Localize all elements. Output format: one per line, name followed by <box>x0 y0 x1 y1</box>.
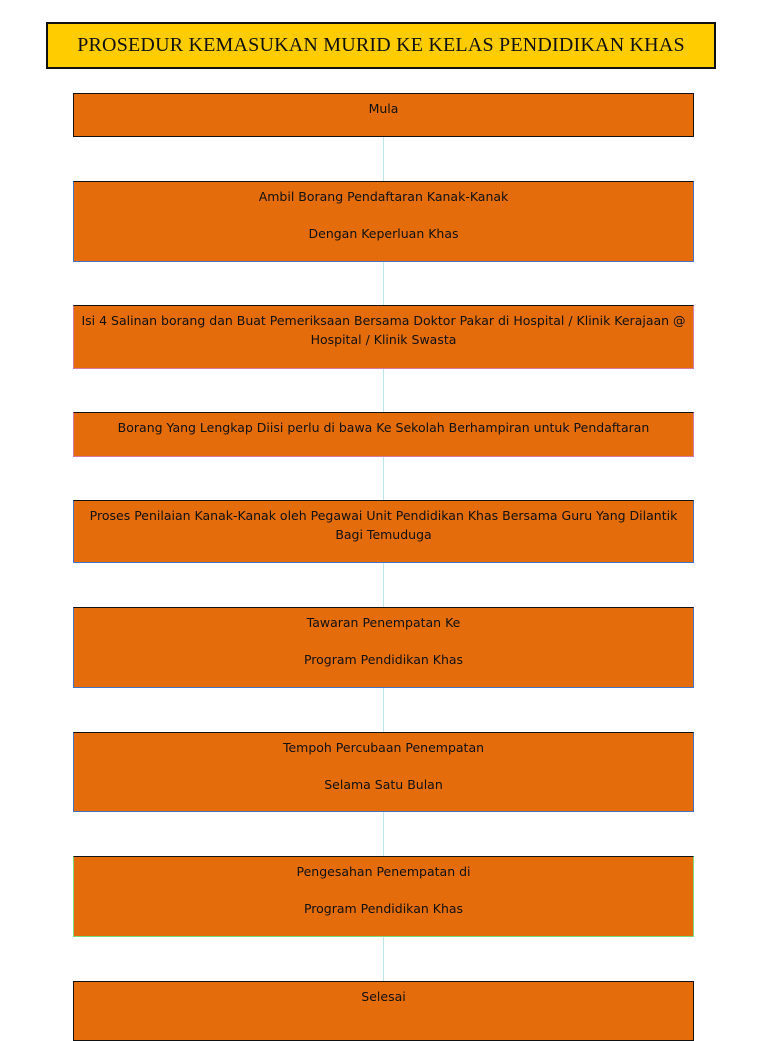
step-6-line-1: Tawaran Penempatan Ke <box>306 615 461 630</box>
connector-8 <box>383 937 384 981</box>
step-box-start <box>73 93 694 137</box>
step-box-placement-confirmation <box>73 856 694 937</box>
connector-7 <box>383 812 384 856</box>
flowchart-title: PROSEDUR KEMASUKAN MURID KE KELAS PENDIDIKAN KHAS <box>77 34 685 56</box>
connector-4 <box>383 457 384 500</box>
step-3-line-2: Hospital / Klinik Swasta <box>310 332 457 347</box>
connector-5 <box>383 563 384 607</box>
step-3-line-1: Isi 4 Salinan borang dan Buat Pemeriksaan Bersama Doktor Pakar di Hospital / Klinik Kerajaan @ <box>81 313 686 328</box>
step-2-line-2: Dengan Keperluan Khas <box>308 226 459 241</box>
step-box-get-form <box>73 181 694 262</box>
step-4-line-1: Borang Yang Lengkap Diisi perlu di bawa Ke Sekolah Berhampiran untuk Pendaftaran <box>117 420 650 435</box>
connector-1 <box>383 137 384 181</box>
connector-2 <box>383 262 384 305</box>
step-8-spacer <box>74 881 693 899</box>
step-box-assessment <box>73 500 694 563</box>
step-6-line-2: Program Pendidikan Khas <box>303 652 464 667</box>
step-2-spacer <box>74 206 693 224</box>
step-5-line-2: Bagi Temuduga <box>335 527 432 542</box>
step-box-fill-form <box>73 305 694 369</box>
step-8-line-1: Pengesahan Penempatan di <box>296 864 471 879</box>
step-7-spacer <box>74 757 693 775</box>
step-box-submit-form <box>73 412 694 457</box>
flowchart-title-box <box>46 22 716 69</box>
step-box-trial-period <box>73 732 694 812</box>
step-7-line-1: Tempoh Percubaan Penempatan <box>282 740 485 755</box>
step-1-line-1: Mula <box>368 101 399 116</box>
connector-3 <box>383 369 384 412</box>
step-7-line-2: Selama Satu Bulan <box>324 777 443 792</box>
step-2-line-1: Ambil Borang Pendaftaran Kanak-Kanak <box>258 189 509 204</box>
step-6-spacer <box>74 632 693 650</box>
step-5-line-1: Proses Penilaian Kanak-Kanak oleh Pegawai Unit Pendidikan Khas Bersama Guru Yang Dilantik <box>89 508 678 523</box>
step-8-line-2: Program Pendidikan Khas <box>303 901 464 916</box>
step-box-end <box>73 981 694 1041</box>
step-9-line-1: Selesai <box>361 989 406 1004</box>
connector-6 <box>383 688 384 732</box>
step-box-placement-offer <box>73 607 694 688</box>
